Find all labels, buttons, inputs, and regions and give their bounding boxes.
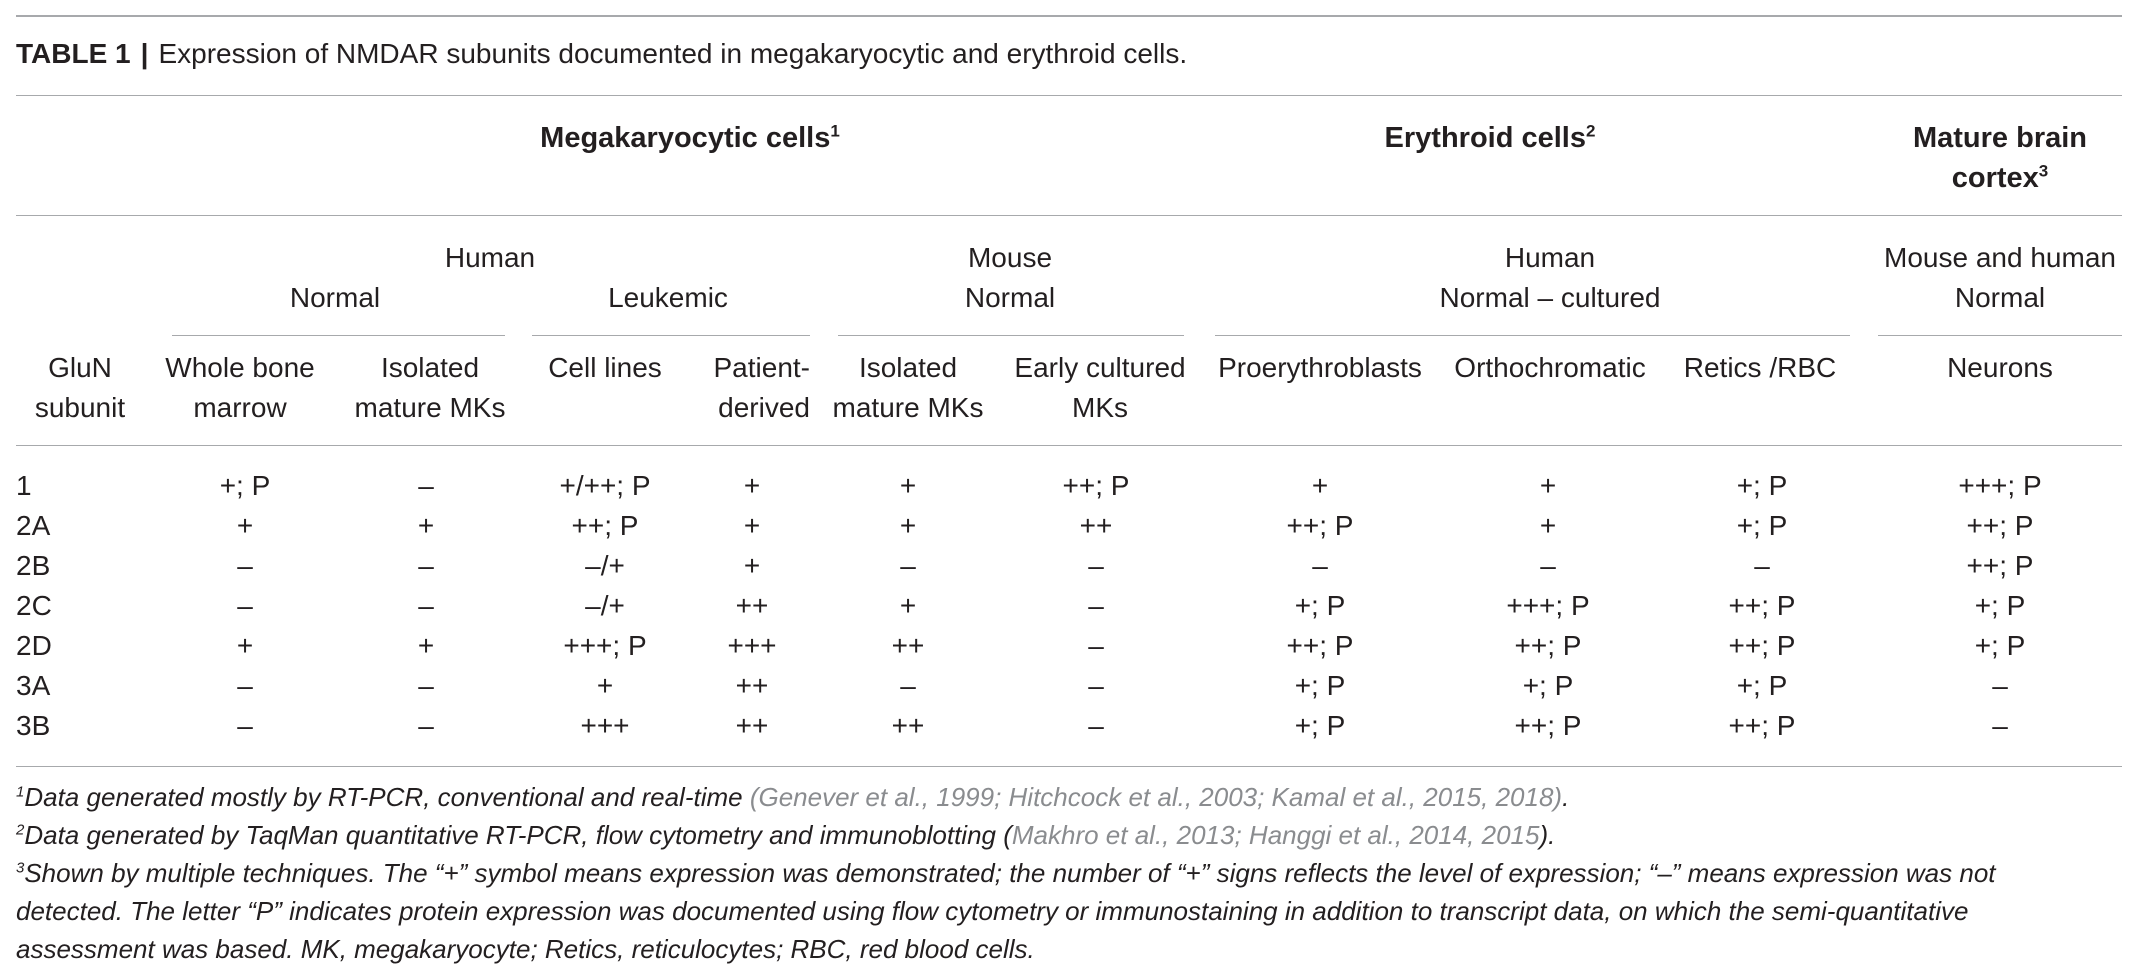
table-cell: + (596, 670, 614, 701)
table-cell: –/+ (585, 550, 625, 581)
table-cell: – (418, 470, 434, 501)
col-header-whole-bone-line1: Whole bone (165, 352, 315, 383)
col-header-gluN-line2: subunit (34, 392, 126, 423)
species-human-ery: Human (1504, 242, 1596, 273)
table-cell: – (1088, 590, 1104, 621)
table-cell: +; P (1294, 590, 1346, 621)
bottom-rule (16, 766, 2122, 767)
footnote-1-sup: 1 (16, 783, 25, 801)
row-subunit-label: 3B (16, 710, 51, 741)
table-cell: – (418, 670, 434, 701)
group-header-megakaryocytic (440, 118, 940, 158)
group-header-brain-line1: Mature brain (1912, 122, 2088, 154)
table-cell: +; P (1736, 670, 1788, 701)
table-cell: – (1088, 710, 1104, 741)
row-subunit-label: 3A (16, 670, 51, 701)
footnote-1 (16, 778, 1569, 816)
group-rule (16, 215, 2122, 216)
col-header-isolated-mk-line2: mature MKs (354, 392, 506, 423)
footnote-3-line2: detected. The letter “P” indicates protein expression was documented using flow cytometry or immunostaining in addition to transcript data, on which the semi-quantitative (16, 896, 1969, 926)
footnote-2-end: ). (1539, 820, 1556, 850)
footnote-2-reference[interactable]: Makhro et al., 2013; Hanggi et al., 2014, 2015 (1011, 820, 1540, 850)
table-cell: – (1754, 550, 1770, 581)
table-cell: + (1539, 510, 1557, 541)
table-cell: – (1312, 550, 1328, 581)
row-subunit-label: 2A (16, 510, 51, 541)
table-cell: ++; P (571, 510, 639, 541)
table-cell: ++; P (1514, 710, 1582, 741)
group-header-brain-line2 (1880, 158, 2120, 198)
table-cell: +; P (219, 470, 271, 501)
col-header-early-cultured-line2: MKs (1072, 392, 1128, 423)
footnote-3-text-1: Shown by multiple techniques. The “+” symbol means expression was demonstrated; the number of “+” signs reflects the level of expression; “–” means expression was not (24, 858, 1996, 888)
header-rule (16, 445, 2122, 446)
condition-leukemic: Leukemic (608, 282, 728, 313)
group-megakaryocytic-sup: 1 (830, 121, 840, 141)
col-header-cell-lines: Cell lines (548, 352, 662, 383)
footnote-2-sup: 2 (16, 821, 25, 839)
group-erythroid-label: Erythroid cells (1384, 122, 1586, 154)
footnote-3-line3: assessment was based. MK, megakaryocyte; Retics, reticulocytes; RBC, red blood cells. (16, 934, 1035, 964)
table-cell: ++ (891, 710, 925, 741)
table-cell: + (743, 470, 761, 501)
table-cell: +; P (1736, 470, 1788, 501)
table-cell: – (1992, 670, 2008, 701)
col-header-gluN-line1: GluN (48, 352, 112, 383)
col-header-patient-line2: derived (718, 392, 810, 423)
table-cell: – (1540, 550, 1556, 581)
table-cell: +++; P (1506, 590, 1590, 621)
table-cell: – (418, 550, 434, 581)
subgroup-rule-brain (1878, 335, 2122, 336)
footnote-2 (16, 816, 1555, 854)
table-cell: +; P (1736, 510, 1788, 541)
row-subunit-label: 2C (16, 590, 52, 621)
table-cell: – (1088, 670, 1104, 701)
table-cell: + (236, 630, 254, 661)
table-cell: ++; P (1062, 470, 1130, 501)
table-cell: + (417, 510, 435, 541)
table-cell: ++ (1079, 510, 1113, 541)
table-cell: + (899, 470, 917, 501)
table-cell: ++; P (1966, 510, 2034, 541)
table-caption (16, 38, 1187, 70)
footnote-3-sup: 3 (16, 859, 25, 877)
table-cell: +; P (1974, 590, 2026, 621)
footnote-1-reference[interactable]: (Genever et al., 1999; Hitchcock et al., 2003; Kamal et al., 2015, 2018) (749, 782, 1563, 812)
table-cell: + (899, 590, 917, 621)
group-brain-sup: 3 (2038, 161, 2049, 181)
col-header-whole-bone-line2: marrow (193, 392, 287, 423)
table-cell: ++ (891, 630, 925, 661)
condition-normal-brain: Normal (1954, 282, 2046, 313)
subgroup-rule-erythroid (1215, 335, 1850, 336)
caption-rule (16, 95, 2122, 96)
condition-normal-cultured: Normal – cultured (1439, 282, 1661, 313)
table-cell: +++; P (1958, 470, 2042, 501)
table-cell: – (237, 590, 253, 621)
col-header-early-cultured-line1: Early cultured (1014, 352, 1186, 383)
group-megakaryocytic-label: Megakaryocytic cells (540, 122, 831, 154)
subgroup-rule-mouse (838, 335, 1184, 336)
col-header-neurons: Neurons (1947, 352, 2053, 383)
table-cell: +++; P (563, 630, 647, 661)
col-header-isolated-mk-mouse-line1: Isolated (858, 352, 958, 383)
caption-text: Expression of NMDAR subunits documented in megakaryocytic and erythroid cells. (158, 38, 1188, 69)
table-cell: + (1539, 470, 1557, 501)
table-cell: – (1992, 710, 2008, 741)
table-cell: +++ (727, 630, 777, 661)
table-cell: + (743, 510, 761, 541)
table-cell: ++; P (1728, 710, 1796, 741)
table-cell: – (237, 710, 253, 741)
table-cell: + (417, 630, 435, 661)
col-header-orthochromatic: Orthochromatic (1454, 352, 1646, 383)
table-cell: +/++; P (559, 470, 651, 501)
table-cell: ++; P (1966, 550, 2034, 581)
caption-separator: | (140, 38, 149, 69)
col-header-patient-line1: Patient- (713, 352, 810, 383)
group-erythroid-sup: 2 (1586, 121, 1596, 141)
col-header-isolated-mk-mouse-line2: mature MKs (832, 392, 984, 423)
table-cell: – (418, 590, 434, 621)
table-cell: + (743, 550, 761, 581)
table-cell: – (237, 670, 253, 701)
table-cell: + (236, 510, 254, 541)
subgroup-rule-leukemic (532, 335, 810, 336)
top-rule (16, 15, 2122, 17)
table-cell: – (418, 710, 434, 741)
table-cell: +; P (1522, 670, 1574, 701)
table-cell: + (899, 510, 917, 541)
table-cell: +; P (1294, 710, 1346, 741)
footnote-3-line1 (16, 854, 1996, 892)
table-cell: – (237, 550, 253, 581)
table-cell: – (1088, 550, 1104, 581)
col-header-proerythroblasts: Proerythroblasts (1218, 352, 1422, 383)
footnote-1-text: Data generated mostly by RT-PCR, conventional and real-time (24, 782, 750, 812)
table-cell: –/+ (585, 590, 625, 621)
row-subunit-label: 2D (16, 630, 52, 661)
table-cell: +++ (580, 710, 630, 741)
table-cell: ++ (735, 590, 769, 621)
col-header-isolated-mk-line1: Isolated (380, 352, 480, 383)
table-cell: ++; P (1286, 630, 1354, 661)
table-cell: ++; P (1514, 630, 1582, 661)
row-subunit-label: 2B (16, 550, 51, 581)
condition-normal-human: Normal (289, 282, 381, 313)
col-header-retics-rbc: Retics /RBC (1683, 352, 1837, 383)
table-cell: ++; P (1728, 590, 1796, 621)
species-mouse-human: Mouse and human (1884, 242, 2116, 273)
condition-normal-mouse: Normal (964, 282, 1056, 313)
group-header-erythroid (1340, 118, 1640, 158)
footnote-2-text: Data generated by TaqMan quantitative RT-PCR, flow cytometry and immunoblotting ( (24, 820, 1012, 850)
table-cell: + (1311, 470, 1329, 501)
table-cell: ++ (735, 670, 769, 701)
table-cell: ++ (735, 710, 769, 741)
table-cell: – (900, 670, 916, 701)
footnote-1-end: . (1562, 782, 1570, 812)
table-cell: +; P (1974, 630, 2026, 661)
table-cell: – (1088, 630, 1104, 661)
table-cell: ++; P (1286, 510, 1354, 541)
table-cell: +; P (1294, 670, 1346, 701)
group-brain-label: cortex (1951, 162, 2039, 194)
row-subunit-label: 1 (16, 470, 32, 501)
table-cell: ++; P (1728, 630, 1796, 661)
subgroup-rule-normal-human (172, 335, 505, 336)
species-mouse-mk: Mouse (967, 242, 1053, 273)
species-human-mk: Human (444, 242, 536, 273)
caption-label: TABLE 1 (16, 38, 131, 69)
table-cell: – (900, 550, 916, 581)
